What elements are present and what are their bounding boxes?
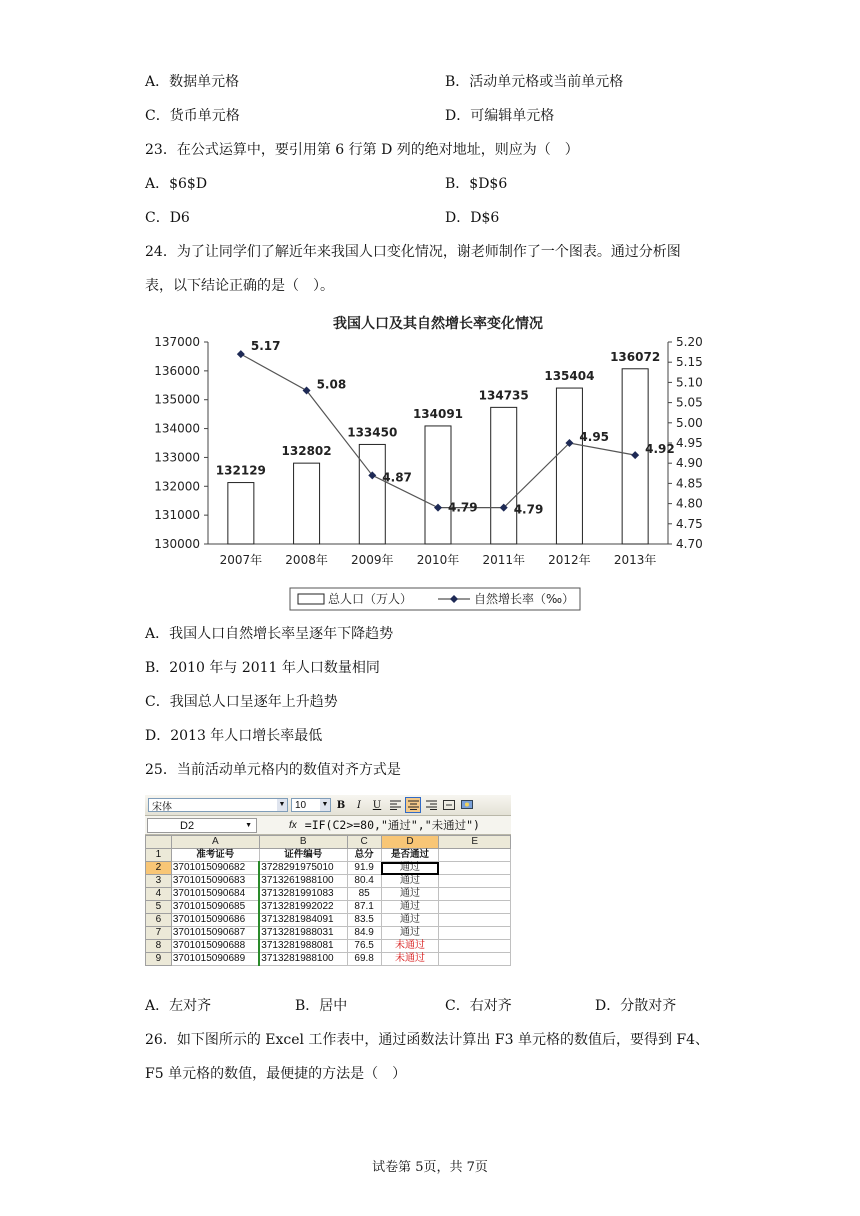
table-cell[interactable]: 3701015090686	[171, 914, 259, 927]
bar-data-label: 135404	[544, 369, 595, 384]
table-cell[interactable]: 83.5	[347, 914, 381, 927]
merge-cells-icon	[443, 800, 455, 810]
y-left-tick-label: 131000	[154, 508, 200, 523]
table-cell[interactable]: 未通过	[381, 953, 439, 966]
table-cell[interactable]: 69.8	[347, 953, 381, 966]
table-cell[interactable]: 通过	[381, 927, 439, 940]
table-cell[interactable]: 3713281991083	[259, 888, 347, 901]
y-left-tick-label: 133000	[154, 450, 200, 465]
bar	[491, 407, 517, 544]
q26-stem-line2: F5 单元格的数值，最便捷的方法是（ ）	[145, 1066, 407, 1082]
q23-stem: 23．在公式运算中，要引用第 6 行第 D 列的绝对地址，则应为（ ）	[145, 142, 579, 158]
rate-data-label: 4.79	[513, 502, 544, 517]
population-chart	[140, 308, 703, 618]
fx-icon[interactable]: fx	[289, 819, 297, 831]
rate-point	[237, 350, 245, 358]
table-cell[interactable]: 是否通过	[381, 849, 439, 862]
y-right-tick-label: 4.80	[676, 496, 703, 511]
table-row	[146, 875, 511, 888]
table-cell[interactable]	[439, 875, 511, 888]
column-header-row	[146, 836, 511, 849]
select-all-corner[interactable]	[146, 836, 172, 849]
q24-option-d: D．2013 年人口增长率最低	[145, 728, 323, 744]
bar-data-label: 133450	[347, 425, 398, 440]
table-cell[interactable]	[439, 940, 511, 953]
y-left-tick-label: 136000	[154, 363, 200, 378]
align-center-icon	[408, 800, 419, 810]
table-cell[interactable]: 87.1	[347, 901, 381, 914]
table-row	[146, 914, 511, 927]
table-cell[interactable]: 3701015090684	[171, 888, 259, 901]
y-right-tick-label: 4.95	[676, 436, 703, 450]
q22-option-a: A．数据单元格	[145, 74, 240, 90]
table-cell[interactable]: 3701015090685	[171, 901, 259, 914]
excel-screenshot	[145, 795, 511, 983]
column-header[interactable]: B	[259, 836, 347, 849]
bar-data-label: 132802	[281, 444, 332, 459]
font-size-select[interactable]	[291, 798, 331, 812]
x-tick-label: 2008年	[285, 553, 328, 567]
row-header[interactable]: 3	[146, 875, 172, 888]
font-size-value: 10	[295, 799, 307, 811]
bar	[425, 426, 451, 544]
x-tick-label: 2009年	[351, 553, 394, 567]
table-cell[interactable]	[439, 888, 511, 901]
table-cell[interactable]: 3728291975010	[259, 862, 347, 875]
table-cell[interactable]: 证件编号	[259, 849, 347, 862]
q25-option-b: B．居中	[295, 998, 348, 1014]
q26-stem-line1: 26．如下图所示的 Excel 工作表中，通过函数法计算出 F3 单元格的数值后，要得到 F4、	[145, 1032, 710, 1048]
y-right-tick-label: 4.75	[676, 516, 703, 531]
spreadsheet-grid	[145, 835, 511, 966]
q24-stem-line2: 表，以下结论正确的是（ ）。	[145, 278, 334, 294]
q24-option-b: B．2010 年与 2011 年人口数量相同	[145, 660, 380, 676]
bar	[294, 463, 320, 544]
q25-option-d: D．分散对齐	[595, 998, 677, 1014]
bar-data-label: 134091	[412, 406, 464, 421]
chevron-down-icon[interactable]: ▼	[245, 821, 252, 829]
row-header[interactable]: 5	[146, 901, 172, 914]
table-cell[interactable]: 3701015090688	[171, 940, 259, 953]
table-cell[interactable]	[439, 901, 511, 914]
table-cell[interactable]: 3701015090687	[171, 927, 259, 940]
q22-option-c: C．货币单元格	[145, 108, 240, 124]
chevron-down-icon[interactable]: ▼	[320, 799, 330, 811]
y-right-tick-label: 5.15	[676, 355, 703, 370]
y-left-tick-label: 134000	[154, 421, 200, 436]
table-cell[interactable]: 3701015090683	[171, 875, 259, 888]
q24-option-c: C．我国总人口呈逐年上升趋势	[145, 694, 338, 710]
align-right-icon	[426, 800, 437, 810]
table-cell[interactable]	[439, 927, 511, 940]
merge-center-button[interactable]	[441, 797, 457, 813]
y-right-tick-label: 4.85	[676, 476, 703, 491]
name-box[interactable]	[147, 818, 257, 833]
y-right-tick-label: 5.20	[676, 335, 703, 349]
table-cell[interactable]: 通过	[381, 888, 439, 901]
align-right-button[interactable]	[423, 797, 439, 813]
q24-option-a: A．我国人口自然增长率呈逐年下降趋势	[145, 626, 394, 642]
q25-option-c: C．右对齐	[445, 998, 512, 1014]
y-left-tick-label: 135000	[154, 392, 200, 407]
q23-option-d: D．D$6	[445, 210, 500, 226]
italic-button[interactable]: I	[357, 799, 361, 811]
page-footer: 试卷第 5页，共 7页	[372, 1160, 488, 1175]
row-header[interactable]: 6	[146, 914, 172, 927]
table-cell[interactable]	[439, 953, 511, 966]
q23-option-b: B．$D$6	[445, 176, 508, 192]
y-right-tick-label: 4.90	[676, 456, 703, 471]
y-left-tick-label: 137000	[154, 335, 200, 349]
x-tick-label: 2007年	[219, 553, 263, 567]
table-cell[interactable]: 通过	[381, 914, 439, 927]
table-cell[interactable]: 76.5	[347, 940, 381, 953]
bar-data-label: 132129	[215, 463, 266, 478]
align-left-icon	[390, 800, 401, 810]
table-cell[interactable]: 通过	[381, 901, 439, 914]
table-row	[146, 940, 511, 953]
q22-option-d: D．可编辑单元格	[445, 108, 555, 124]
name-box-value: D2	[180, 819, 195, 832]
q25-option-a: A．左对齐	[145, 998, 212, 1014]
table-row	[146, 849, 511, 862]
y-right-tick-label: 5.10	[676, 375, 703, 390]
chevron-down-icon[interactable]: ▼	[277, 799, 287, 811]
align-left-button[interactable]	[387, 797, 403, 813]
table-cell[interactable]: 准考证号	[171, 849, 259, 862]
table-cell[interactable]: 3713281988081	[259, 940, 347, 953]
row-header[interactable]: 9	[146, 953, 172, 966]
y-left-tick-label: 130000	[154, 537, 200, 551]
table-cell[interactable]: 3713281988100	[259, 953, 347, 966]
currency-button[interactable]	[459, 797, 475, 813]
rate-data-label: 4.95	[579, 430, 610, 444]
table-cell[interactable]: 未通过	[381, 940, 439, 953]
bar	[359, 444, 385, 544]
row-header[interactable]: 4	[146, 888, 172, 901]
table-cell[interactable]: 3713281992022	[259, 901, 347, 914]
table-cell[interactable]: 3701015090689	[171, 953, 259, 966]
table-row	[146, 901, 511, 914]
table-row	[146, 927, 511, 940]
table-cell[interactable]	[439, 914, 511, 927]
table-cell[interactable]: 通过	[381, 875, 439, 888]
font-name-select[interactable]	[148, 798, 288, 812]
row-header[interactable]: 2	[146, 862, 172, 875]
table-cell[interactable]: 总分	[347, 849, 381, 862]
y-right-tick-label: 5.05	[676, 395, 703, 410]
bar	[228, 483, 254, 544]
y-left-tick-label: 132000	[154, 479, 200, 494]
currency-icon	[461, 800, 473, 811]
table-cell[interactable]: 3713281984091	[259, 914, 347, 927]
table-cell[interactable]: 3713281988031	[259, 927, 347, 940]
rate-data-label: 5.17	[250, 339, 281, 354]
rate-data-label: 4.92	[645, 442, 675, 457]
table-cell[interactable]	[439, 862, 511, 875]
formula-bar	[145, 816, 511, 835]
q22-option-b: B．活动单元格或当前单元格	[445, 74, 624, 90]
column-header[interactable]: C	[347, 836, 381, 849]
column-header[interactable]: A	[171, 836, 259, 849]
x-tick-label: 2012年	[548, 553, 591, 567]
x-tick-label: 2013年	[613, 553, 657, 567]
y-right-tick-label: 4.70	[676, 537, 703, 551]
bar-data-label: 136072	[610, 349, 661, 364]
legend-line-label: 自然增长率（‰）	[474, 592, 575, 606]
q25-stem: 25．当前活动单元格内的数值对齐方式是	[145, 762, 401, 778]
formula-input[interactable]: =IF(C2>=80,"通过","未通过")	[304, 818, 480, 832]
legend-bar-swatch	[298, 594, 324, 604]
rate-data-label: 5.08	[316, 377, 347, 392]
table-cell[interactable]: 85	[347, 888, 381, 901]
bar	[556, 388, 582, 544]
excel-toolbar	[145, 795, 511, 816]
y-right-tick-label: 5.00	[676, 415, 703, 430]
table-row	[146, 862, 511, 875]
table-cell[interactable]: 91.9	[347, 862, 381, 875]
row-header[interactable]: 1	[146, 849, 172, 862]
table-cell[interactable]	[439, 849, 511, 862]
chart-title: 我国人口及其自然增长率变化情况	[333, 316, 543, 332]
align-center-button[interactable]	[405, 797, 421, 813]
table-row	[146, 888, 511, 901]
x-tick-label: 2011年	[482, 553, 525, 567]
table-cell[interactable]: 通过	[381, 862, 439, 875]
underline-button[interactable]: U	[372, 799, 382, 811]
q23-option-c: C．D6	[145, 210, 190, 226]
q24-stem-line1: 24．为了让同学们了解近年来我国人口变化情况，谢老师制作了一个图表。通过分析图	[145, 244, 681, 260]
legend-bar-label: 总人口（万人）	[328, 592, 413, 606]
table-cell[interactable]: 80.4	[347, 875, 381, 888]
table-cell[interactable]: 3701015090682	[171, 862, 259, 875]
table-cell[interactable]: 3713261988100	[259, 875, 347, 888]
row-header[interactable]: 8	[146, 940, 172, 953]
column-header[interactable]: E	[439, 836, 511, 849]
bold-button[interactable]: B	[336, 799, 346, 811]
table-row	[146, 953, 511, 966]
row-header[interactable]: 7	[146, 927, 172, 940]
x-tick-label: 2010年	[416, 553, 460, 567]
column-header[interactable]: D	[381, 836, 439, 849]
rate-data-label: 4.79	[448, 500, 478, 515]
q23-option-a: A．$6$D	[145, 176, 208, 192]
rate-data-label: 4.87	[382, 470, 412, 485]
bar-data-label: 134735	[478, 388, 529, 403]
font-name-value: 宋体	[152, 801, 172, 813]
table-cell[interactable]: 84.9	[347, 927, 381, 940]
